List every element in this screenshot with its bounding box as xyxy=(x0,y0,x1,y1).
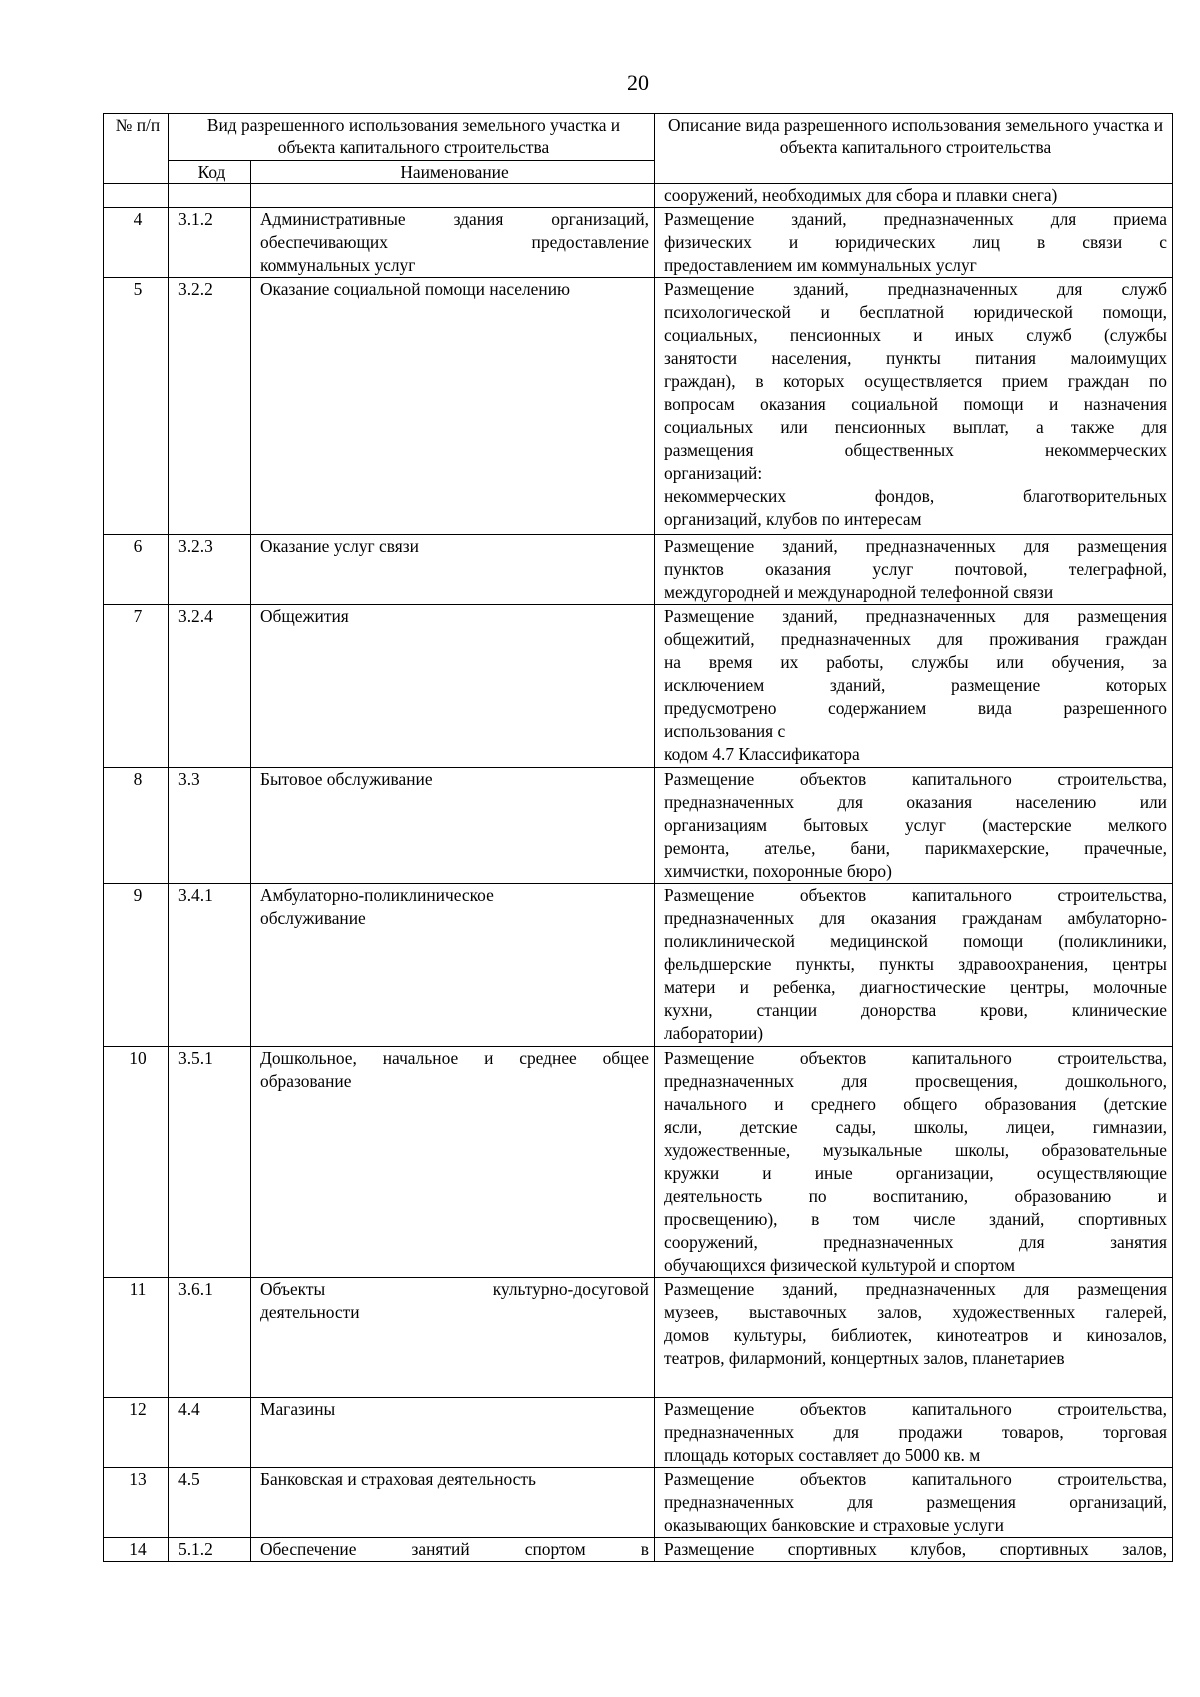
table-row xyxy=(104,1468,1173,1538)
row-code: 5.1.2 xyxy=(169,1538,251,1562)
row-desc xyxy=(655,535,1173,605)
continuation-name xyxy=(251,184,655,208)
desc-line: просвещению), в том числе зданий, спортивных xyxy=(664,1209,1167,1229)
table-row xyxy=(104,1047,1173,1278)
desc-line: лаборатории) xyxy=(664,1023,764,1043)
row-code: 3.5.1 xyxy=(169,1047,251,1278)
desc-line: деятельность по воспитанию, образованию и xyxy=(664,1186,1167,1206)
header-num: № п/п xyxy=(104,114,169,184)
row-number: 4 xyxy=(104,208,169,278)
name-line: образование xyxy=(260,1071,352,1091)
row-number: 13 xyxy=(104,1468,169,1538)
name-line: Административные здания организаций, xyxy=(260,209,649,229)
row-code: 3.3 xyxy=(169,768,251,884)
continuation-num xyxy=(104,184,169,208)
desc-line: предназначенных для размещения организаций, xyxy=(664,1492,1167,1512)
table-row xyxy=(104,208,1173,278)
row-desc xyxy=(655,605,1173,768)
desc-line: психологической и бесплатной юридической помощи, xyxy=(664,302,1167,322)
name-line: Объекты культурно-досуговой xyxy=(260,1279,649,1299)
name-line: Обеспечение занятий спортом в xyxy=(260,1539,649,1559)
name-line: Бытовое обслуживание xyxy=(260,769,433,789)
desc-line: Размещение спортивных клубов, спортивных залов, xyxy=(664,1539,1167,1559)
desc-line: Размещение объектов капитального строительства, xyxy=(664,1048,1167,1068)
desc-line: предназначенных для продажи товаров, торговая xyxy=(664,1422,1167,1442)
row-code: 3.4.1 xyxy=(169,884,251,1047)
table-row xyxy=(104,535,1173,605)
desc-line: площадь которых составляет до 5000 кв. м xyxy=(664,1445,981,1465)
row-number: 14 xyxy=(104,1538,169,1562)
row-code: 3.2.4 xyxy=(169,605,251,768)
row-number: 6 xyxy=(104,535,169,605)
table-row xyxy=(104,768,1173,884)
desc-line: организаций, клубов по интересам xyxy=(664,509,922,529)
desc-line: Размещение зданий, предназначенных для размещения xyxy=(664,536,1167,556)
row-number: 7 xyxy=(104,605,169,768)
desc-line: занятости населения, пункты питания малоимущих xyxy=(664,348,1167,368)
desc-line: кухни, станции донорства крови, клинические xyxy=(664,1000,1167,1020)
desc-line: поликлинической медицинской помощи (поликлиники, xyxy=(664,931,1167,951)
desc-line: междугородней и международной телефонной связи xyxy=(664,582,1054,602)
desc-line: Размещение объектов капитального строительства, xyxy=(664,769,1167,789)
row-code: 4.4 xyxy=(169,1398,251,1468)
desc-line: Размещение объектов капитального строительства, xyxy=(664,1399,1167,1419)
desc-line: ясли, детские сады, школы, лицеи, гимназии, xyxy=(664,1117,1167,1137)
row-desc xyxy=(655,1047,1173,1278)
desc-line: обучающихся физической культурой и спортом xyxy=(664,1255,1016,1275)
row-number: 10 xyxy=(104,1047,169,1278)
name-line: обеспечивающих предоставление xyxy=(260,232,649,252)
row-desc xyxy=(655,1278,1173,1398)
continuation-code xyxy=(169,184,251,208)
row-number: 8 xyxy=(104,768,169,884)
table-row xyxy=(104,605,1173,768)
desc-line: Размещение объектов капитального строительства, xyxy=(664,885,1167,905)
desc-line: Размещение зданий, предназначенных для размещения xyxy=(664,606,1167,626)
desc-line: музеев, выставочных залов, художественных галерей, xyxy=(664,1302,1167,1322)
row-desc xyxy=(655,278,1173,535)
desc-line: исключением зданий, размещение которых xyxy=(664,675,1167,695)
row-code: 3.6.1 xyxy=(169,1278,251,1398)
desc-line: граждан), в которых осуществляется прием граждан по xyxy=(664,371,1167,391)
desc-line: использования с xyxy=(664,721,786,741)
table-row xyxy=(104,1278,1173,1398)
name-line: Оказание социальной помощи населению xyxy=(260,279,570,299)
desc-line: физических и юридических лиц в связи с xyxy=(664,232,1167,252)
desc-line: химчистки, похоронные бюро) xyxy=(664,861,892,881)
desc-line: Размещение зданий, предназначенных для служб xyxy=(664,279,1167,299)
name-line: Банковская и страховая деятельность xyxy=(260,1469,536,1489)
desc-line: предусмотрено содержанием вида разрешенного xyxy=(664,698,1167,718)
desc-line: размещения общественных некоммерческих xyxy=(664,440,1167,460)
row-name xyxy=(251,1398,655,1468)
desc-line: организациям бытовых услуг (мастерские мелкого xyxy=(664,815,1167,835)
name-line: Амбулаторно-поликлиническое xyxy=(260,885,494,905)
row-name xyxy=(251,535,655,605)
desc-line: предоставлением им коммунальных услуг xyxy=(664,255,977,275)
desc-line: общежитий, предназначенных для проживания граждан xyxy=(664,629,1167,649)
row-code: 3.1.2 xyxy=(169,208,251,278)
desc-line: художественные, музыкальные школы, образовательные xyxy=(664,1140,1167,1160)
row-desc xyxy=(655,1468,1173,1538)
desc-line: предназначенных для оказания населению или xyxy=(664,792,1167,812)
row-desc xyxy=(655,1538,1173,1562)
row-name xyxy=(251,605,655,768)
row-number: 5 xyxy=(104,278,169,535)
row-desc xyxy=(655,884,1173,1047)
desc-line: матери и ребенка, диагностические центры, молочные xyxy=(664,977,1167,997)
desc-line: фельдшерские пункты, пункты здравоохранения, центры xyxy=(664,954,1167,974)
row-number: 12 xyxy=(104,1398,169,1468)
row-name xyxy=(251,1047,655,1278)
desc-line: организаций: xyxy=(664,463,763,483)
row-name xyxy=(251,1538,655,1562)
desc-line: Размещение зданий, предназначенных для приема xyxy=(664,209,1167,229)
desc-line: начального и среднего общего образования (детские xyxy=(664,1094,1167,1114)
name-line: Общежития xyxy=(260,606,349,626)
name-line: коммунальных услуг xyxy=(260,255,416,275)
row-name xyxy=(251,884,655,1047)
row-code: 4.5 xyxy=(169,1468,251,1538)
desc-line: Размещение зданий, предназначенных для размещения xyxy=(664,1279,1167,1299)
row-name xyxy=(251,278,655,535)
header-name: Наименование xyxy=(251,161,655,184)
page-number: 20 xyxy=(627,70,649,95)
desc-line: кодом 4.7 Классификатора xyxy=(664,744,860,764)
name-line: Оказание услуг связи xyxy=(260,536,419,556)
desc-line: оказывающих банковские и страховые услуги xyxy=(664,1515,1004,1535)
row-number: 11 xyxy=(104,1278,169,1398)
desc-line: социальных, пенсионных и иных служб (службы xyxy=(664,325,1167,345)
desc-line: театров, филармоний, концертных залов, планетариев xyxy=(664,1348,1065,1368)
desc-line: социальных или пенсионных выплат, а также для xyxy=(664,417,1167,437)
desc-line: на время их работы, службы или обучения, за xyxy=(664,652,1167,672)
row-desc xyxy=(655,768,1173,884)
desc-line: Размещение объектов капитального строительства, xyxy=(664,1469,1167,1489)
continuation-desc: сооружений, необходимых для сбора и плавки снега) xyxy=(655,184,1173,208)
row-name xyxy=(251,1278,655,1398)
desc-line: ремонта, ателье, бани, парикмахерские, прачечные, xyxy=(664,838,1167,858)
row-name xyxy=(251,208,655,278)
row-number: 9 xyxy=(104,884,169,1047)
desc-line: домов культуры, библиотек, кинотеатров и кинозалов, xyxy=(664,1325,1167,1345)
table-row xyxy=(104,278,1173,535)
row-name xyxy=(251,768,655,884)
row-desc xyxy=(655,208,1173,278)
table-row xyxy=(104,1398,1173,1468)
land-use-table xyxy=(103,113,1173,1562)
continuation-row xyxy=(104,184,1173,208)
header-desc: Описание вида разрешенного использования земельного участка и объекта капитального строительства xyxy=(655,114,1173,184)
name-line: Дошкольное, начальное и среднее общее xyxy=(260,1048,649,1068)
name-line: Магазины xyxy=(260,1399,336,1419)
desc-line: сооружений, предназначенных для занятия xyxy=(664,1232,1167,1252)
desc-line: пунктов оказания услуг почтовой, телеграфной, xyxy=(664,559,1167,579)
desc-line: предназначенных для оказания гражданам амбулаторно- xyxy=(664,908,1167,928)
row-code: 3.2.3 xyxy=(169,535,251,605)
name-line: деятельности xyxy=(260,1302,360,1322)
header-code: Код xyxy=(169,161,251,184)
row-name xyxy=(251,1468,655,1538)
row-desc xyxy=(655,1398,1173,1468)
header-group: Вид разрешенного использования земельного участка и объекта капитального строительства xyxy=(169,114,655,161)
desc-line: некоммерческих фондов, благотворительных xyxy=(664,486,1167,506)
table-row xyxy=(104,884,1173,1047)
name-line: обслуживание xyxy=(260,908,366,928)
table-row xyxy=(104,1538,1173,1562)
desc-line: вопросам оказания социальной помощи и назначения xyxy=(664,394,1167,414)
desc-line: предназначенных для просвещения, дошкольного, xyxy=(664,1071,1167,1091)
desc-line: кружки и иные организации, осуществляющие xyxy=(664,1163,1167,1183)
row-code: 3.2.2 xyxy=(169,278,251,535)
